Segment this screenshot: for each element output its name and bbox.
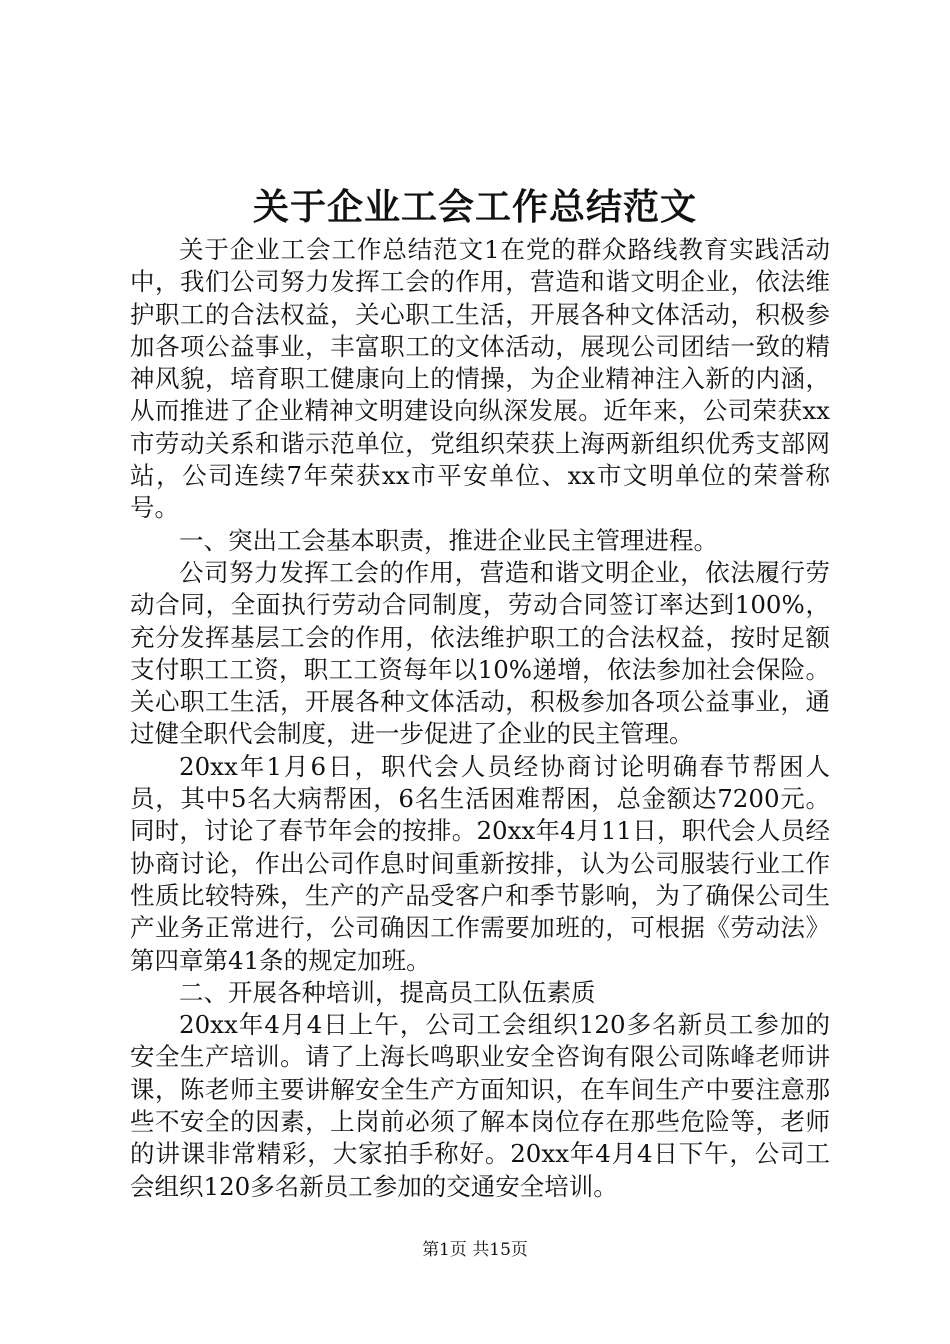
- document-title: 关于企业工会工作总结范文: [252, 186, 697, 228]
- paragraph-intro: 关于企业工会工作总结范文1在党的群众路线教育实践活动中，我们公司努力发挥工会的作用，营造和谐文明企业，依法维护职工的合法权益，关心职工生活，开展各种文体活动，积极参加各项公益事业，丰富职工的文体活动，展现公司团结一致的精神风貌，培育职工健康向上的情操，为企业精神注入新的内涵，从而推进了企业精神文明建设向纵深发展。近年来，公司荣获xx市劳动关系和谐示范单位，党组织荣获上海两新组织优秀支部网站，公司连续7年荣获xx市平安单位、xx市文明单位的荣誉称号。: [130, 235, 830, 523]
- paragraph-section-2: 20xx年4月4日上午，公司工会组织120多名新员工参加的安全生产培训。请了上海长鸣职业安全咨询有限公司陈峰老师讲课，陈老师主要讲解安全生产方面知识，在车间生产中要注意那些不安全的因素，上岗前必须了解本岗位存在那些危险等，老师的讲课非常精彩，大家拍手称好。20xx年4月4日下午，公司工会组织120多名新员工参加的交通安全培训。: [130, 1010, 830, 1201]
- page-number-footer: 第1页 共15页: [422, 1240, 528, 1260]
- section-heading-1: 一、突出工会基本职责，推进企业民主管理进程。: [179, 525, 718, 555]
- paragraph-section-1: 公司努力发挥工会的作用，营造和谐文明企业，依法履行劳动合同，全面执行劳动合同制度，劳动合同签订率达到100%，充分发挥基层工会的作用，依法维护职工的合法权益，按时足额支付职工工资，职工工资每年以10%递增，依法参加社会保险。关心职工生活，开展各种文体活动，积极参加各项公益事业，通过健全职代会制度，进一步促进了企业的民主管理。: [130, 557, 830, 749]
- section-heading-2: 二、开展各种培训，提高员工队伍素质: [179, 977, 596, 1007]
- document-body: [130, 234, 830, 1203]
- paragraph-section-1-detail: 20xx年1月6日，职代会人员经协商讨论明确春节帮困人员，其中5名大病帮困，6名生活困难帮困，总金额达7200元。同时，讨论了春节年会的按排。20xx年4月11日，职代会人员经协商讨论，作出公司作息时间重新按排，认为公司服装行业工作性质比较特殊，生产的产品受客户和季节影响，为了确保公司生产业务正常进行，公司确因工作需要加班的，可根据《劳动法》第四章第41条的规定加班。: [130, 751, 830, 975]
